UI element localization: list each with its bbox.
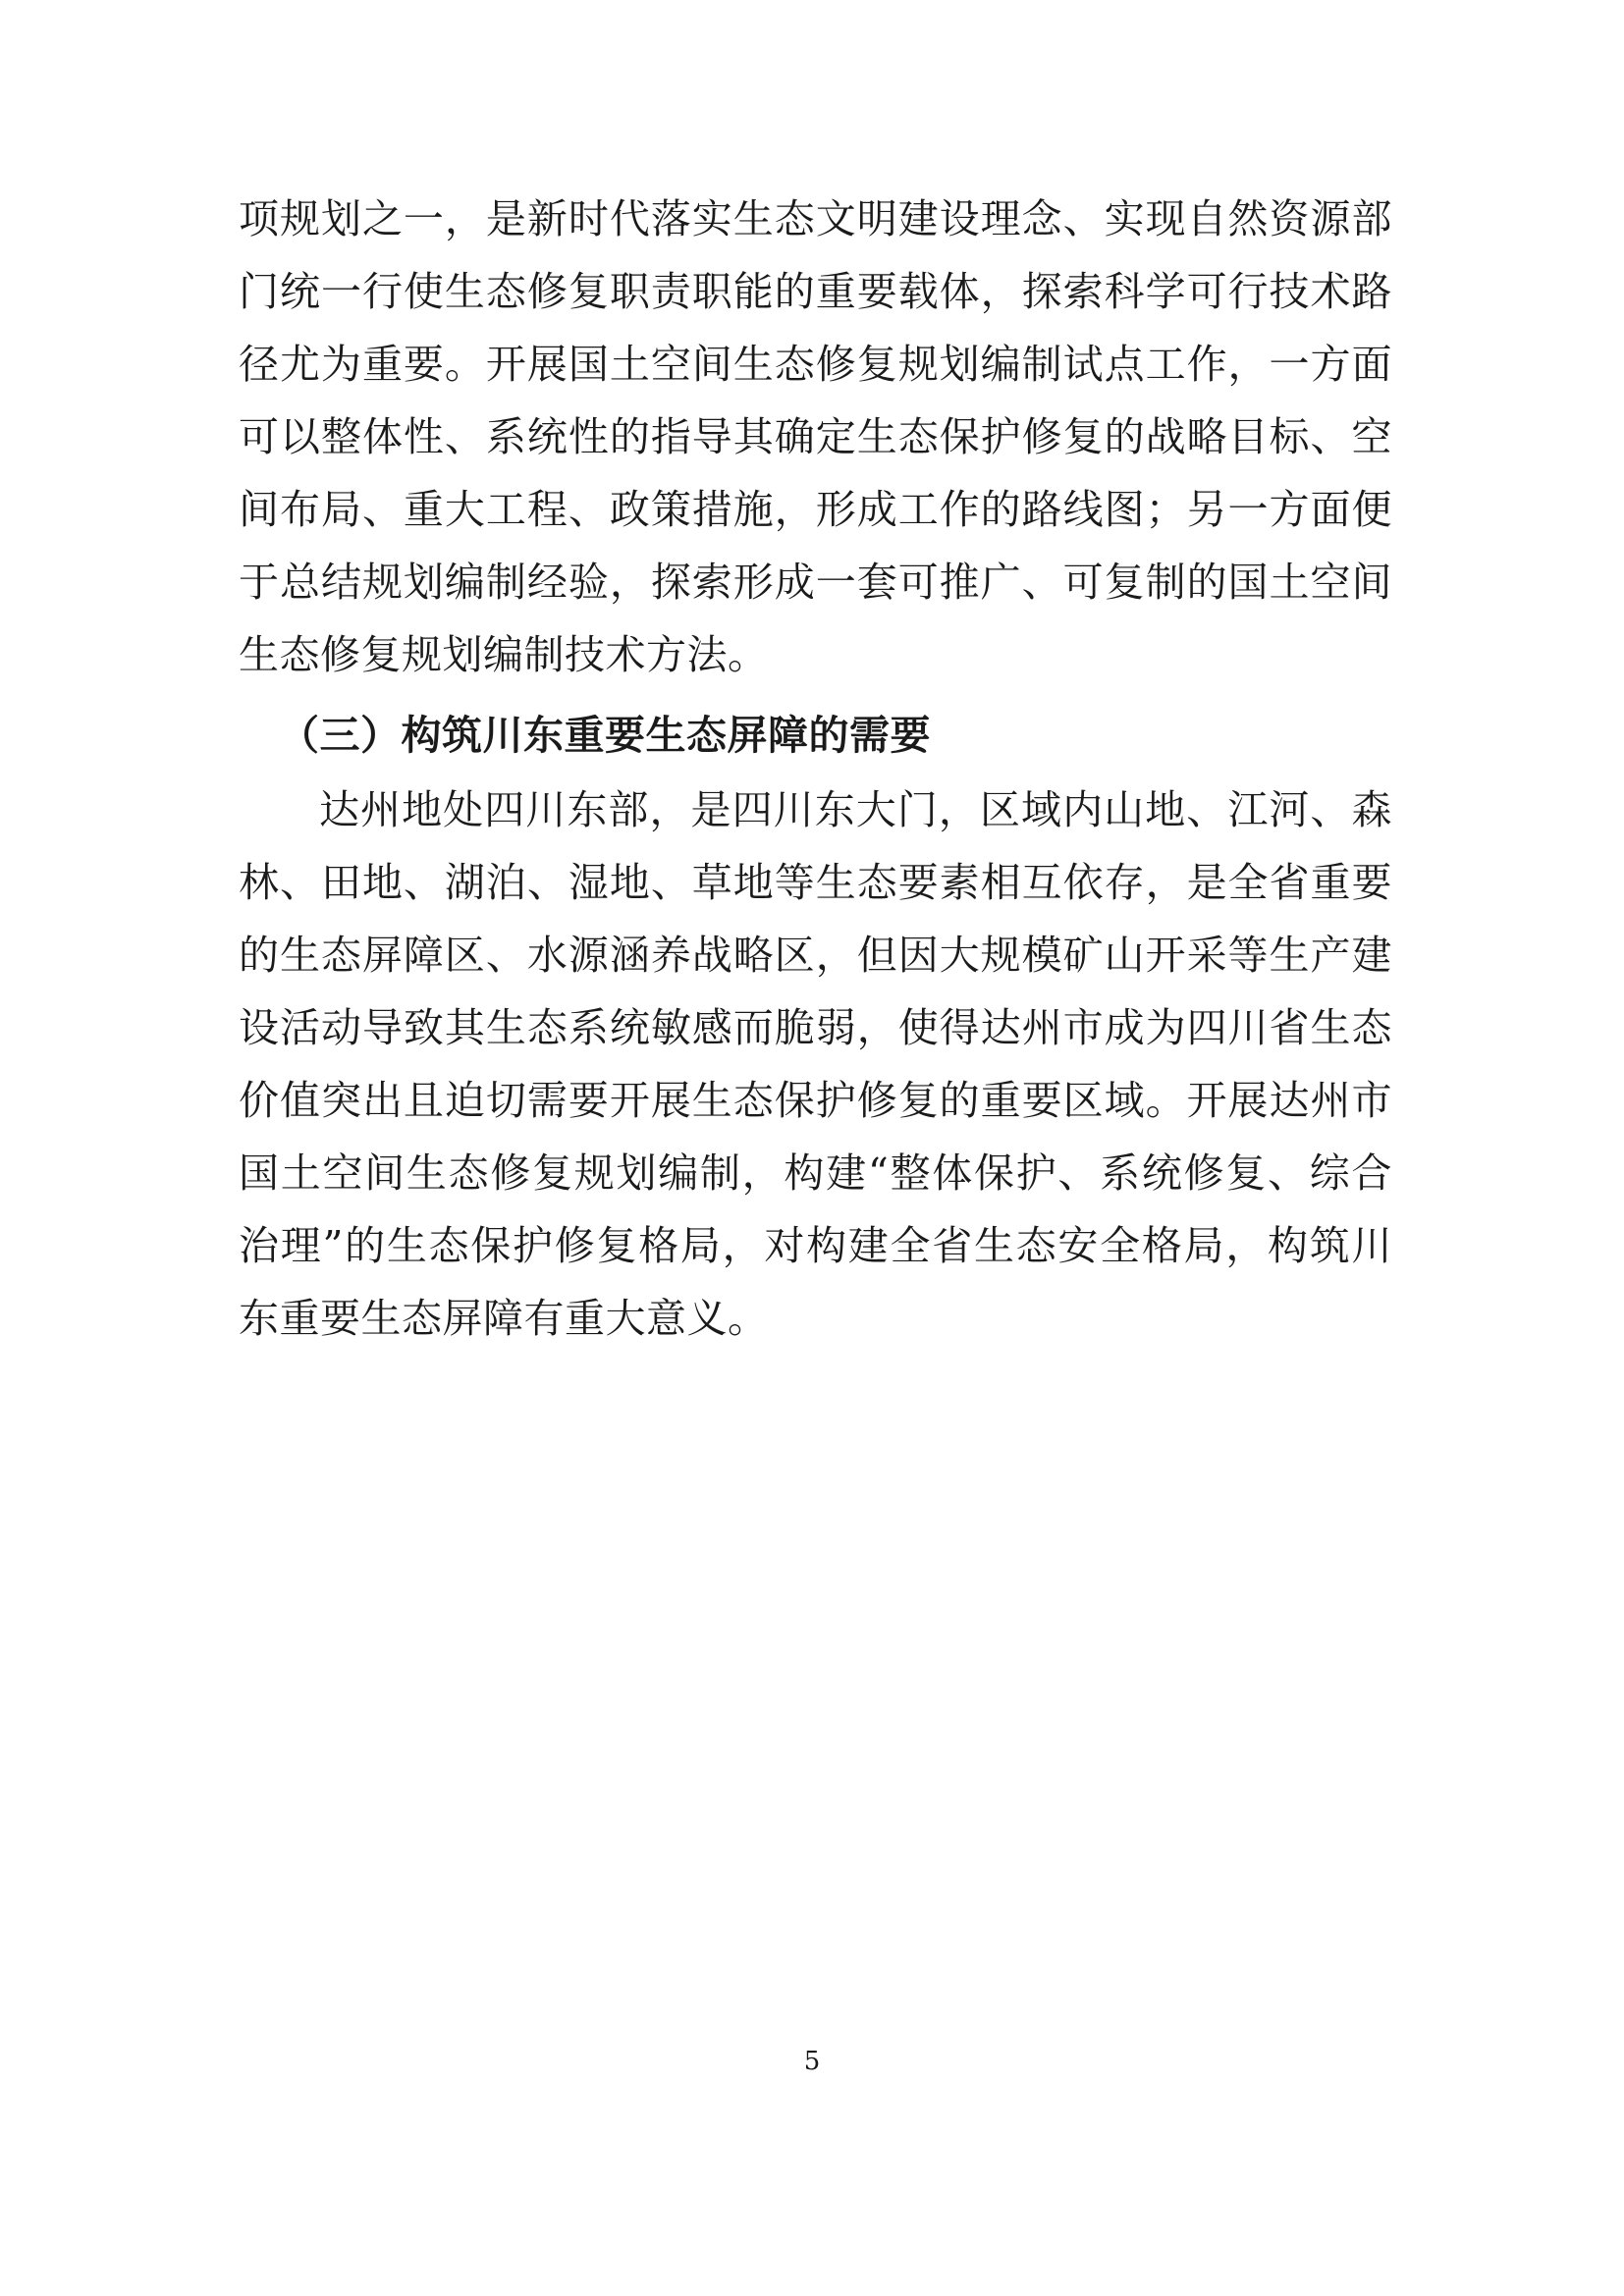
page-number: 5: [803, 2047, 821, 2076]
paragraph-continued: 项规划之一，是新时代落实生态文明建设理念、实现自然资源部门统一行使生态修复职责职能的重要载体，探索科学可行技术路径尤为重要。开展国土空间生态修复规划编制试点工作，一方面可以整体性、系统性的指导其确定生态保护修复的战略目标、空间布局、重大工程、政策措施，形成工作的路线图；另一方面便于总结规划编制经验，探索形成一套可推广、可复制的国土空间生态修复规划编制技术方法。: [239, 195, 1392, 678]
page-content: [239, 183, 1392, 1355]
paragraph-section-body: 达州地处四川东部，是四川东大门，区域内山地、江河、森林、田地、湖泊、湿地、草地等生态要素相互依存，是全省重要的生态屏障区、水源涵养战略区，但因大规模矿山开采等生产建设活动导致其生态系统敏感而脆弱，使得达州市成为四川省生态价值突出且迫切需要开展生态保护修复的重要区域。开展达州市国土空间生态修复规划编制，构建“整体保护、系统修复、综合治理”的生态保护修复格局，对构建全省生态安全格局，构筑川东重要生态屏障有重大意义。: [239, 786, 1392, 1342]
section-heading: （三）构筑川东重要生态屏障的需要: [279, 712, 931, 759]
